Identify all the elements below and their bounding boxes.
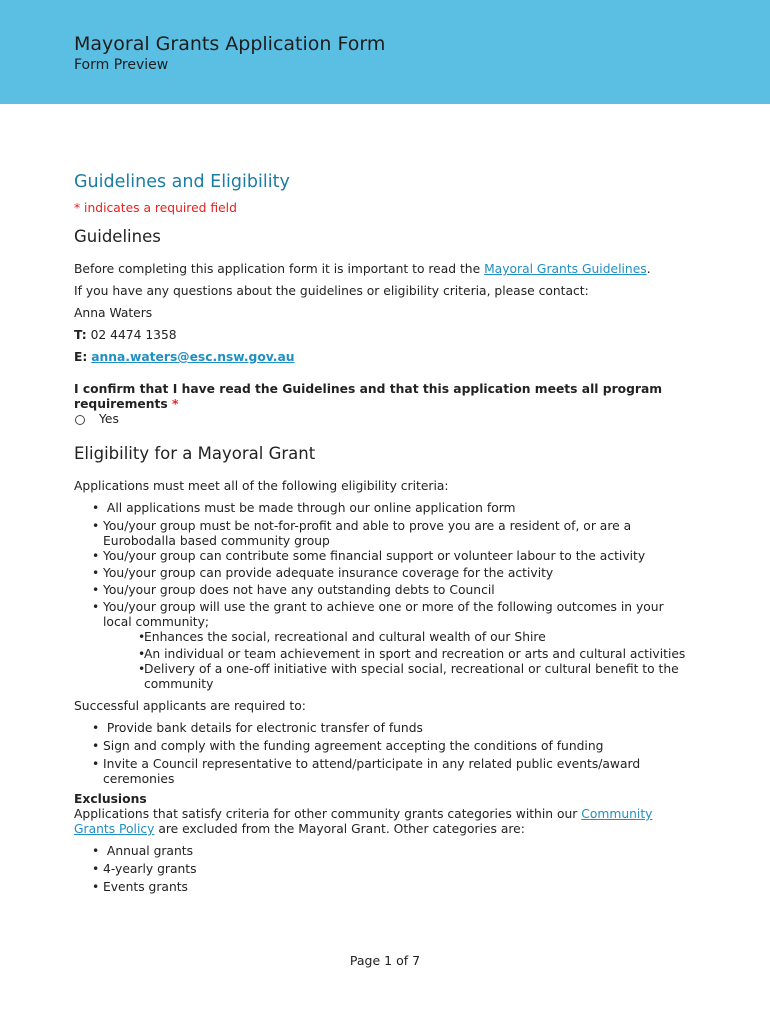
community-grants-policy-link[interactable]: Community Grants Policy	[74, 807, 653, 836]
guidelines-heading: Guidelines	[74, 227, 161, 246]
form-subtitle: Form Preview	[74, 57, 169, 73]
intro-text: Before completing this application form it is important to read the	[74, 262, 485, 276]
required-mark: *	[171, 397, 179, 411]
contact-name: Anna Waters	[74, 306, 153, 320]
criteria-text: You/your group must be not-for-profit and able to prove you are a resident of, or are a Eurobodalla based community group	[103, 519, 632, 548]
category-text: 4-yearly grants	[103, 862, 197, 876]
criteria-text: You/your group does not have any outstanding debts to Council	[103, 583, 495, 597]
page-number: Page 1 of 7	[349, 953, 421, 968]
intro-period: .	[646, 262, 651, 276]
list-item	[74, 662, 694, 692]
criteria-text: All applications must be made through our online application form	[106, 501, 516, 515]
form-content	[74, 170, 694, 895]
section-title: Guidelines and Eligibility	[74, 172, 290, 192]
requirement-text: Invite a Council representative to attend/participate in any related public events/award ceremonies	[103, 757, 641, 786]
confirm-yes-radio[interactable]	[75, 415, 85, 425]
list-item	[74, 600, 694, 630]
outcome-text: Delivery of a one-off initiative with special social, recreational or cultural benefit to the community	[144, 662, 679, 691]
exclusions-rest: are excluded from the Mayoral Grant. Other categories are:	[154, 822, 525, 836]
successful-list	[74, 721, 694, 787]
list-item	[74, 739, 694, 754]
exclusions-intro: Applications that satisfy criteria for other community grants categories within our	[74, 807, 582, 821]
list-item	[74, 880, 694, 895]
exclusions-text	[74, 807, 694, 837]
eligibility-criteria-list	[74, 501, 694, 630]
list-item	[74, 501, 694, 516]
list-item	[74, 549, 694, 564]
list-item	[74, 862, 694, 877]
eligibility-intro: Applications must meet all of the following eligibility criteria:	[74, 479, 449, 493]
questions-text: If you have any questions about the guidelines or eligibility criteria, please contact:	[74, 284, 589, 298]
form-title: Mayoral Grants Application Form	[74, 33, 386, 55]
confirm-question-text: I confirm that I have read the Guidelines and that this application meets all program requirements	[74, 382, 663, 411]
list-item	[74, 647, 694, 662]
contact-email	[74, 350, 694, 365]
list-item	[74, 583, 694, 598]
contact-phone	[74, 328, 694, 343]
list-item	[74, 630, 694, 645]
criteria-text: You/your group can contribute some financial support or volunteer labour to the activity	[103, 549, 646, 563]
phone-label: T:	[74, 328, 87, 342]
requirement-text: Sign and comply with the funding agreement accepting the conditions of funding	[103, 739, 604, 753]
list-item	[74, 721, 694, 736]
guidelines-link[interactable]: Mayoral Grants Guidelines	[484, 262, 647, 276]
outcome-text: Enhances the social, recreational and cultural wealth of our Shire	[144, 630, 546, 644]
category-text: Annual grants	[106, 844, 193, 858]
email-link[interactable]: anna.waters@esc.nsw.gov.au	[91, 350, 295, 364]
criteria-text: You/your group can provide adequate insurance coverage for the activity	[103, 566, 554, 580]
confirm-yes-label: Yes	[99, 412, 119, 426]
outcomes-list	[74, 630, 694, 692]
list-item	[74, 757, 694, 787]
exclusions-heading: Exclusions	[74, 792, 147, 806]
guidelines-intro	[74, 262, 694, 277]
requirement-text: Provide bank details for electronic transfer of funds	[106, 721, 423, 735]
required-field-note: * indicates a required field	[74, 201, 237, 215]
list-item	[74, 519, 694, 549]
outcome-text: An individual or team achievement in sport and recreation or arts and cultural activities	[144, 647, 686, 661]
list-item	[74, 844, 694, 859]
category-text: Events grants	[103, 880, 188, 894]
confirm-yes-option[interactable]	[74, 412, 694, 427]
successful-intro: Successful applicants are required to:	[74, 699, 306, 713]
phone-value: 02 4474 1358	[90, 328, 177, 342]
header-banner	[0, 0, 770, 104]
criteria-text: You/your group will use the grant to achieve one or more of the following outcomes in your local community;	[103, 600, 664, 629]
other-categories-list	[74, 844, 694, 895]
email-label: E:	[74, 350, 88, 364]
confirm-question	[74, 382, 694, 412]
eligibility-heading: Eligibility for a Mayoral Grant	[74, 444, 316, 463]
list-item	[74, 566, 694, 581]
